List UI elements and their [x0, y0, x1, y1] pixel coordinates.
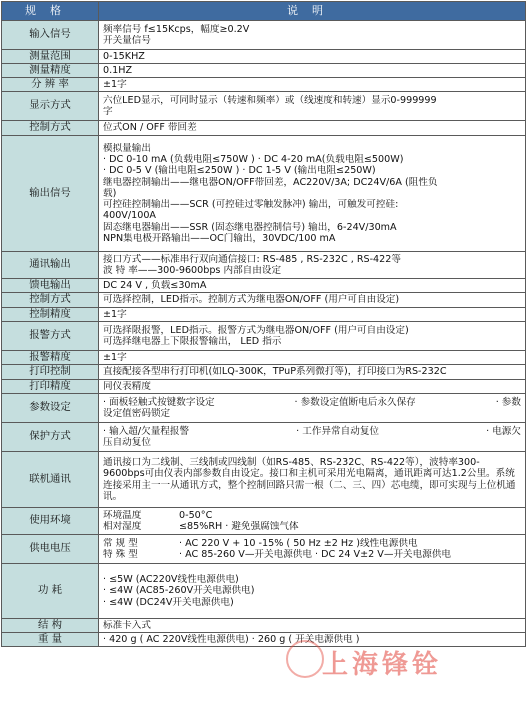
value-line: · DC 0-10 mA (负载电阻≤750W ) · DC 4-20 mA(负载电阻≤500W)	[103, 153, 404, 165]
value-line: 固态继电器输出——SSR (固态继电器控制信号) 输出，6-24V/30mA	[103, 221, 397, 233]
value-pair	[103, 510, 521, 521]
row-value	[99, 423, 526, 452]
table-row	[2, 64, 526, 78]
table-row	[2, 121, 526, 136]
value-line: 标准卡入式	[103, 619, 151, 631]
row-label: 通讯输出	[2, 252, 99, 279]
value-option: · 输入超/欠量程报警	[103, 425, 190, 437]
table-row	[2, 619, 526, 633]
value-option: · 工作异常自动复位	[296, 425, 380, 437]
row-label: 功 耗	[2, 564, 99, 619]
table-row	[2, 564, 526, 619]
watermark-text: 上海锋铨	[322, 650, 443, 680]
row-label: 输入信号	[2, 21, 99, 50]
value-line: ±1字	[103, 308, 127, 320]
value-line: 400V/100A	[103, 210, 156, 222]
header-desc: 说明	[99, 2, 526, 21]
row-label: 保护方式	[2, 423, 99, 452]
row-label: 供电电压	[2, 535, 99, 564]
value-line: 六位LED显示，可同时显示（转速和频率）或（线速度和转速）显示0-999999	[103, 94, 437, 106]
value-line: 字	[103, 106, 113, 117]
row-label: 测量精度	[2, 64, 99, 78]
table-row	[2, 394, 526, 423]
value-line: NPN集电极开路输出——OC门输出，30VDC/100 mA	[103, 233, 336, 245]
value-line: ±1字	[103, 78, 127, 90]
value-line: 频率信号 f≤15Kcps，幅度≥0.2V	[103, 23, 250, 35]
header-spec: 规格	[2, 2, 99, 21]
value-line: · ≤4W (AC85-260V开关电源供电)	[103, 585, 255, 597]
pair-value: 0-50°C	[179, 509, 213, 521]
row-value	[99, 121, 526, 136]
row-label: 分 辨 率	[2, 78, 99, 92]
value-line: 继电器控制输出——继电器ON/OFF带回差，AC220V/3A; DC24V/6A (阻性负	[103, 176, 438, 188]
row-value	[99, 619, 526, 633]
table-row	[2, 78, 526, 92]
value-line: 同仪表精度	[103, 380, 151, 392]
row-value	[99, 322, 526, 351]
pair-key: 特 殊 型	[103, 549, 138, 560]
row-value	[99, 92, 526, 121]
row-label: 控制方式	[2, 293, 99, 308]
table-row	[2, 136, 526, 252]
value-line: · ≤4W (DC24V开关电源供电)	[103, 596, 234, 608]
pair-value: ≤85%RH · 避免强腐蚀气体	[179, 521, 299, 532]
row-value	[99, 452, 526, 508]
value-line: 接口方式——标准串行双向通信接口: RS-485 , RS-232C , RS-422等	[103, 253, 401, 265]
value-option: · 面板轻触式按键数字设定	[103, 396, 215, 408]
value-option: · 参数	[495, 396, 521, 408]
row-label: 打印精度	[2, 380, 99, 394]
value-line: 可选择限报警，LED指示。报警方式为继电器ON/OFF (用户可自由设定)	[103, 324, 409, 336]
table-row	[2, 279, 526, 293]
row-value	[99, 64, 526, 78]
table-row	[2, 252, 526, 279]
row-value	[99, 508, 526, 535]
pair-key: 环境温度	[103, 509, 142, 521]
row-value	[99, 394, 526, 423]
row-label: 参数设定	[2, 394, 99, 423]
table-row	[2, 293, 526, 308]
value-line: 波 特 率——300-9600bps 内部自由设定	[103, 265, 282, 276]
pair-key: 相对湿度	[103, 521, 142, 532]
row-value	[99, 252, 526, 279]
row-value	[99, 50, 526, 64]
spec-table	[1, 1, 526, 647]
pair-value: · AC 85-260 V—开关电源供电 · DC 24 V±2 V—开关电源供电	[179, 549, 452, 560]
value-line: 位式ON / OFF 带回差	[103, 122, 197, 134]
pair-value: · AC 220 V + 10 -15% ( 50 Hz ±2 Hz )线性电源供电	[179, 537, 418, 549]
value-pair	[103, 538, 521, 549]
row-value	[99, 293, 526, 308]
table-row	[2, 308, 526, 322]
table-row	[2, 633, 526, 647]
value-options	[103, 426, 521, 437]
value-line: 0.1HZ	[103, 64, 133, 76]
value-line: 可选择控制，LED指示。控制方式为继电器ON/OFF (用户可自由设定)	[103, 294, 400, 306]
watermark-logo	[286, 640, 324, 678]
value-line: 可选择继电器上下限报警输出， LED 指示	[103, 336, 282, 347]
row-label: 使用环境	[2, 508, 99, 535]
value-line: 开关量信号	[103, 35, 151, 46]
row-value	[99, 535, 526, 564]
table-row	[2, 351, 526, 365]
value-line: · ≤5W (AC220V线性电源供电)	[103, 574, 239, 586]
value-option: · 参数设定值断电后永久保存	[294, 396, 416, 408]
table-row	[2, 452, 526, 508]
row-label: 控制方式	[2, 121, 99, 136]
row-value	[99, 21, 526, 50]
pair-key: 常 规 型	[103, 537, 138, 549]
row-label: 重 量	[2, 633, 99, 647]
row-label: 报警方式	[2, 322, 99, 351]
value-line: 模拟量输出	[103, 142, 151, 154]
row-label: 显示方式	[2, 92, 99, 121]
table-row	[2, 423, 526, 452]
table-row	[2, 322, 526, 351]
table-header	[2, 2, 526, 21]
table-row	[2, 92, 526, 121]
value-line: 0-15KHZ	[103, 50, 145, 62]
table-row	[2, 21, 526, 50]
value-pair	[103, 549, 521, 560]
value-line: 压自动复位	[103, 437, 151, 448]
row-label: 报警精度	[2, 351, 99, 365]
row-value	[99, 279, 526, 293]
value-option: · 电源欠	[486, 425, 521, 437]
row-label: 测量范围	[2, 50, 99, 64]
table-row	[2, 508, 526, 535]
table-row	[2, 380, 526, 394]
value-line: DC 24 V , 负载≤30mA	[103, 279, 207, 291]
value-options	[103, 397, 521, 408]
row-value	[99, 136, 526, 252]
row-label: 馈电输出	[2, 279, 99, 293]
table-row	[2, 365, 526, 380]
value-line: 设定值密码锁定	[103, 408, 171, 419]
row-value	[99, 564, 526, 619]
table-row	[2, 535, 526, 564]
row-value	[99, 351, 526, 365]
value-paragraph: 通讯接口为二线制、三线制或四线制（如RS-485、RS-232C、RS-422等），波特率300-9600bps可由仪表内部参数自由设定。接口和主机可采用光电隔离，通讯距离可达1.2公里。系统连接采用主一一从通讯方式，整个控制回路只需一根（二、三、四）芯电缆，即可实现与上位机通讯。	[103, 456, 516, 502]
row-value	[99, 380, 526, 394]
row-label: 打印控制	[2, 365, 99, 380]
row-value	[99, 78, 526, 92]
row-value	[99, 308, 526, 322]
value-line: · DC 0-5 V (输出电阻≤250W ) · DC 1-5 V (输出电阻≤250W)	[103, 165, 376, 177]
value-line: 直接配接各型串行打印机(如LQ-300K，TPuP系列微打等)，打印接口为RS-232C	[103, 366, 447, 378]
row-label: 联机通讯	[2, 452, 99, 508]
value-line: 可控硅控制输出——SCR (可控硅过零触发脉冲) 输出，可触发可控硅:	[103, 199, 399, 211]
row-label: 输出信号	[2, 136, 99, 252]
table-row	[2, 50, 526, 64]
row-value	[99, 365, 526, 380]
row-label: 结 构	[2, 619, 99, 633]
row-label: 控制精度	[2, 308, 99, 322]
value-line: · 420 g ( AC 220V线性电源供电) · 260 g ( 开关电源供电 )	[103, 633, 360, 645]
value-line: 载)	[103, 187, 117, 199]
value-pair	[103, 521, 521, 532]
value-line: ±1字	[103, 351, 127, 363]
